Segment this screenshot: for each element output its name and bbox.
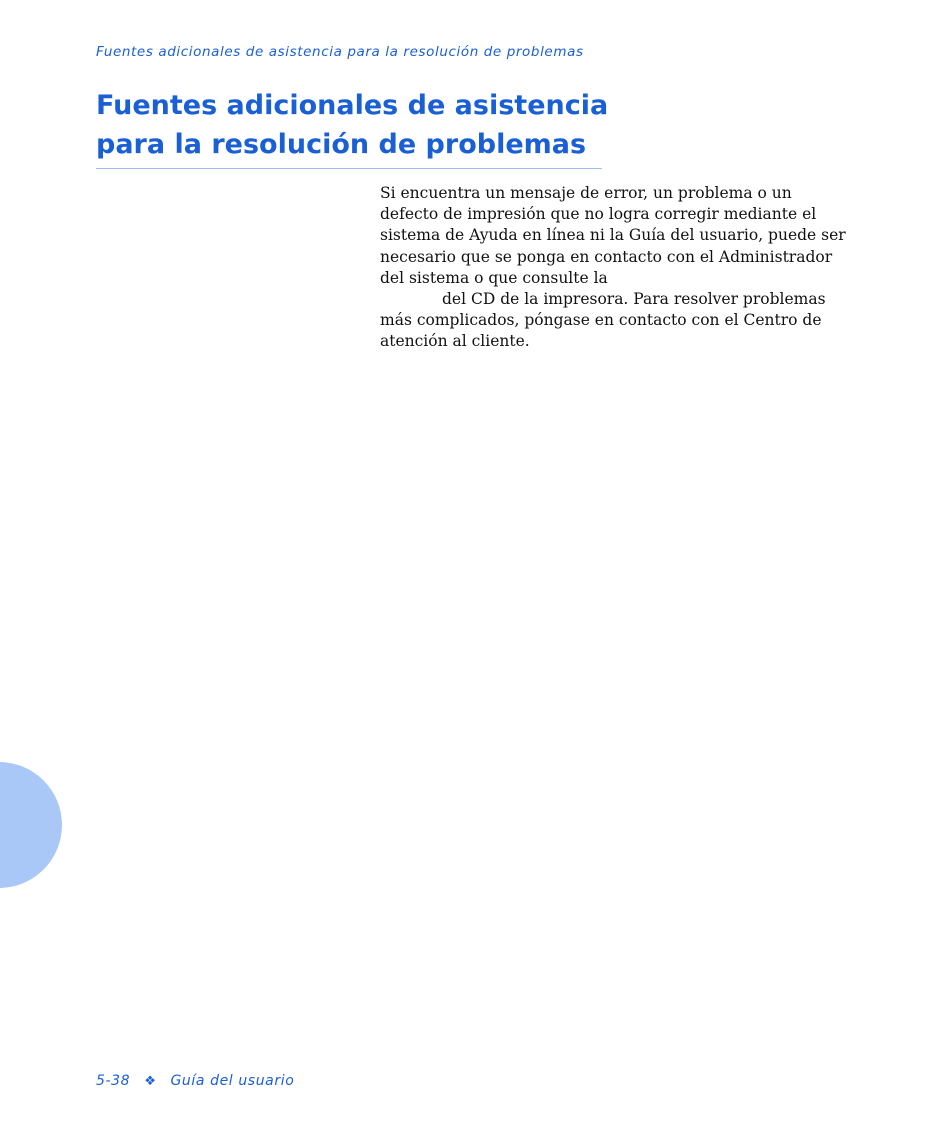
body-line: más complicados, póngase en contacto con el Centro de [380,311,822,330]
body-line: del CD de la impresora. Para resolver problemas [442,290,826,309]
body-line: necesario que se ponga en contacto con el Administrador [380,247,833,266]
chapter-thumb-tab [0,762,62,888]
body-paragraph [380,183,858,353]
footer-page-number: 5-38 [96,1073,131,1089]
body-line: del sistema o que consulte la [380,268,608,287]
body-line: Si encuentra un mensaje de error, un problema o un [380,184,792,202]
title-underline-divider [96,168,602,169]
body-line: sistema de Ayuda en línea ni la Guía del usuario, puede ser [380,226,846,245]
diamond-separator-icon: ❖ [144,1074,157,1089]
footer-doc-title: Guía del usuario [170,1073,295,1089]
section-title [96,86,616,164]
body-line: defecto de impresión que no logra corregir mediante el [380,205,817,224]
page-footer [96,1073,294,1089]
section-title-line-2: para la resolución de problemas [96,129,587,160]
running-header: Fuentes adicionales de asistencia para la resolución de problemas [96,44,584,60]
section-title-line-1: Fuentes adicionales de asistencia [96,90,609,121]
body-line: atención al cliente. [380,332,530,351]
